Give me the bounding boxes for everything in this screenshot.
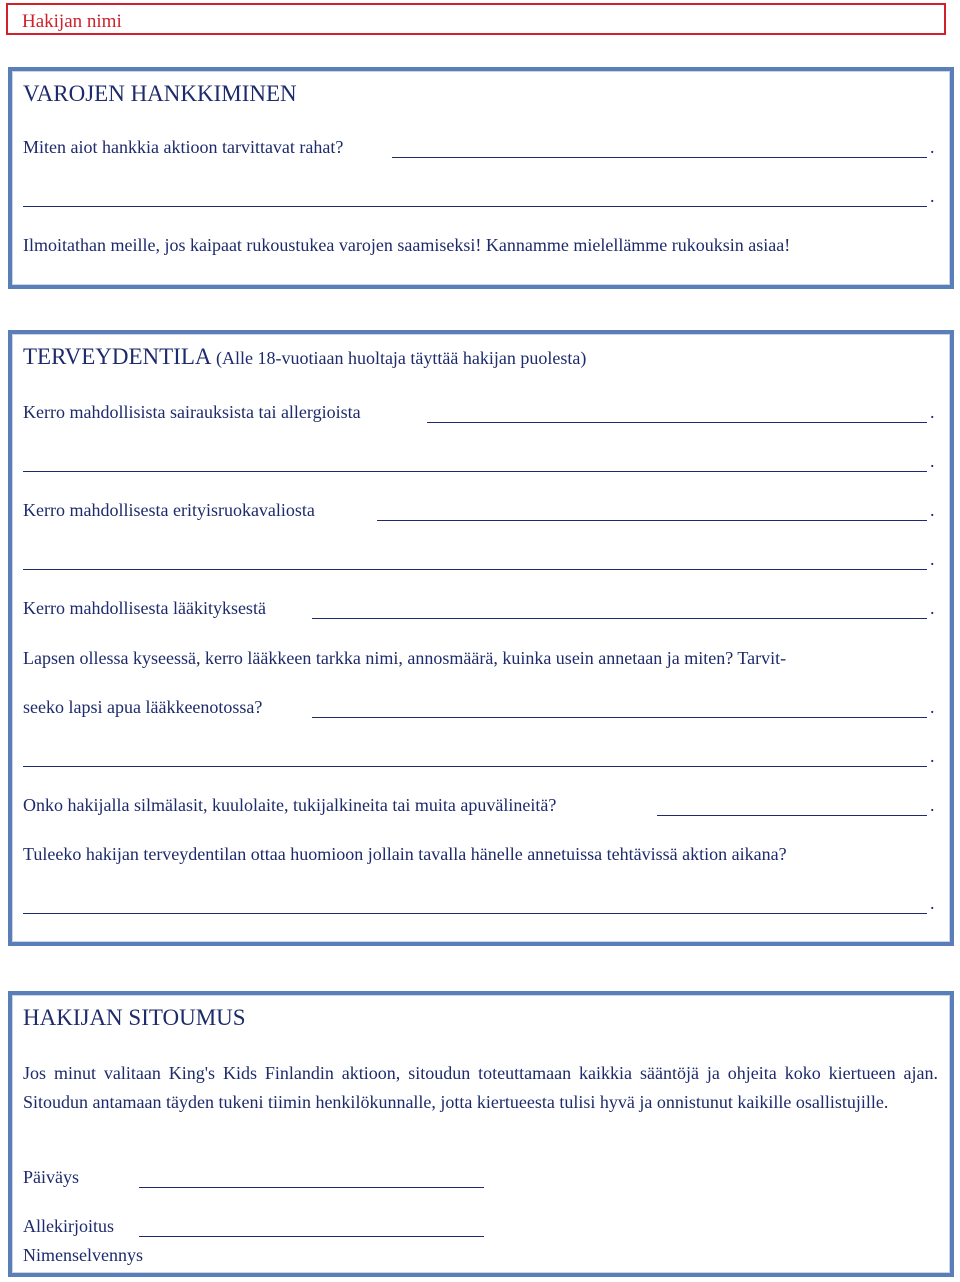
line-end-dot: . <box>930 402 935 422</box>
child-medication-answer-line-1[interactable] <box>312 717 927 718</box>
line-end-dot: . <box>930 451 935 471</box>
signature-label: Allekirjoitus <box>23 1216 114 1236</box>
medication-question: Kerro mahdollisesta lääkityksestä <box>23 598 266 618</box>
commitment-title: HAKIJAN SITOUMUS <box>23 1005 246 1030</box>
funding-answer-line-1[interactable] <box>392 157 927 158</box>
child-medication-answer-line-2[interactable] <box>23 766 927 767</box>
considerations-question: Tuleeko hakijan terveydentilan ottaa huomioon jollain tavalla hänelle annetuissa tehtävissä aktion aikana? <box>23 844 787 864</box>
illnesses-answer-line-1[interactable] <box>427 422 927 423</box>
child-medication-question-line-1: Lapsen ollessa kyseessä, kerro lääkkeen tarkka nimi, annosmäärä, kuinka usein annetaan ja miten? Tarvit- <box>23 648 787 668</box>
funding-section <box>8 67 954 289</box>
medication-answer-line[interactable] <box>312 618 927 619</box>
line-end-dot: . <box>930 697 935 717</box>
health-section <box>8 330 954 946</box>
illnesses-answer-line-2[interactable] <box>23 471 927 472</box>
diet-answer-line-2[interactable] <box>23 569 927 570</box>
line-end-dot: . <box>930 137 935 157</box>
date-input-line[interactable] <box>139 1187 484 1188</box>
name-clarification-label: Nimenselvennys <box>23 1245 143 1265</box>
line-end-dot: . <box>930 795 935 815</box>
aids-answer-line[interactable] <box>657 815 927 816</box>
illnesses-question: Kerro mahdollisista sairauksista tai allergioista <box>23 402 361 422</box>
funding-title: VAROJEN HANKKIMINEN <box>23 81 297 106</box>
health-title <box>23 344 586 370</box>
diet-answer-line-1[interactable] <box>377 520 927 521</box>
line-end-dot: . <box>930 186 935 206</box>
applicant-name-field[interactable] <box>6 3 946 35</box>
date-label: Päiväys <box>23 1167 79 1187</box>
health-title-note: (Alle 18-vuotiaan huoltaja täyttää hakijan puolesta) <box>215 348 587 368</box>
health-title-main: TERVEYDENTILA <box>23 344 211 369</box>
commitment-section <box>8 991 954 1277</box>
diet-question: Kerro mahdollisesta erityisruokavaliosta <box>23 500 315 520</box>
signature-input-line[interactable] <box>139 1236 484 1237</box>
line-end-dot: . <box>930 500 935 520</box>
prayer-note: Ilmoitathan meille, jos kaipaat rukoustukea varojen saamiseksi! Kannamme mielellämme rukouksin asiaa! <box>23 235 791 255</box>
applicant-name-label: Hakijan nimi <box>22 11 122 32</box>
line-end-dot: . <box>930 598 935 618</box>
line-end-dot: . <box>930 893 935 913</box>
funding-answer-line-2[interactable] <box>23 206 927 207</box>
funding-question: Miten aiot hankkia aktioon tarvittavat rahat? <box>23 137 344 157</box>
aids-question: Onko hakijalla silmälasit, kuulolaite, tukijalkineita tai muita apuvälineitä? <box>23 795 557 815</box>
line-end-dot: . <box>930 549 935 569</box>
line-end-dot: . <box>930 746 935 766</box>
commitment-text: Jos minut valitaan King's Kids Finlandin aktioon, sitoudun toteuttamaan kaikkia sääntöjä ja ohjeita koko kiertueen ajan. Sitoudun antamaan täyden tukeni tiimin henkilökunnalle, jotta kiertueesta tulisi hyvä ja onnistunut kaikille osallistujille. <box>23 1063 938 1112</box>
child-medication-question-line-2: seeko lapsi apua lääkkeenotossa? <box>23 697 263 717</box>
considerations-answer-line[interactable] <box>23 913 927 914</box>
